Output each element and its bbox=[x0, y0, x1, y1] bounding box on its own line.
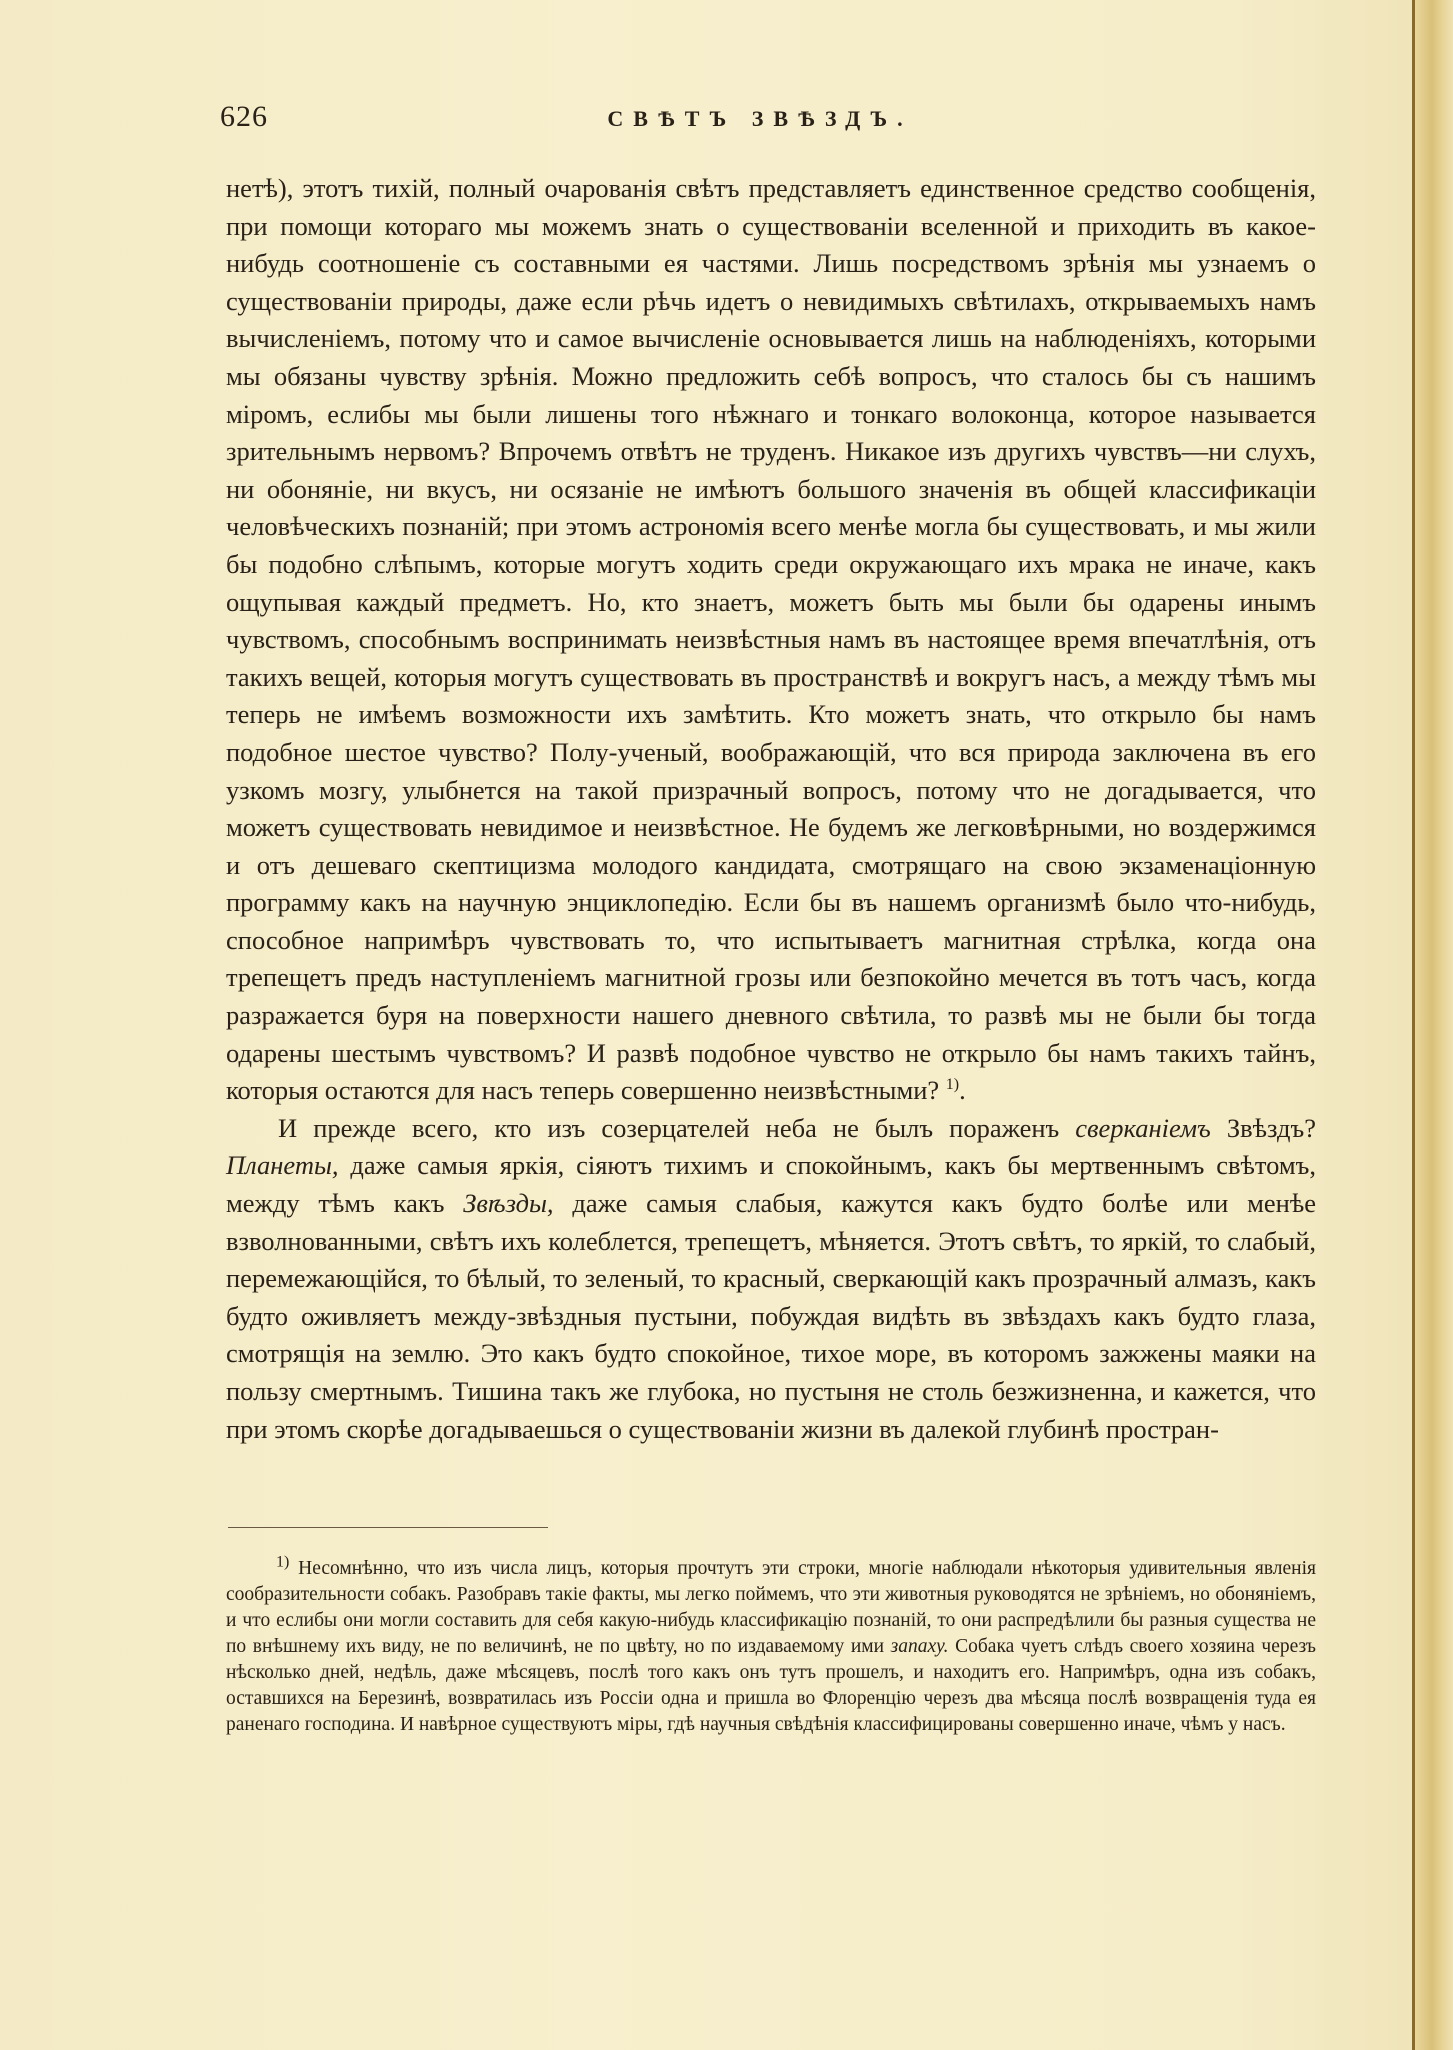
footnote bbox=[226, 1553, 1316, 1738]
emphasis-planety: Планеты, bbox=[226, 1150, 339, 1181]
page-header bbox=[220, 100, 1300, 144]
book-spine-edge bbox=[1412, 0, 1453, 2050]
page-number: 626 bbox=[220, 100, 268, 133]
footnote-divider bbox=[228, 1527, 548, 1528]
emphasis-zvezdy: Звѣзды, bbox=[463, 1188, 554, 1219]
footnote-text-b: Собака чуетъ слѣдъ своего хозяина черезъ нѣсколько дней, недѣль, даже мѣсяцевъ, послѣ того какъ онъ тутъ прошелъ, и находитъ его. Напримѣръ, одна изъ собакъ, оставшихся на Березинѣ, возвратилась изъ Россіи одна и пришла во Флоренцію черезъ два мѣсяца послѣ возвращенія туда ея раненаго господина. И навѣрное существуютъ міры, гдѣ научныя свѣдѣнія классифицированы совершенно иначе, чѣмъ у насъ. bbox=[226, 1636, 1316, 1735]
footnote-text-a: Несомнѣнно, что изъ числа лицъ, которыя прочтутъ эти строки, многіе наблюдали нѣкоторыя удивительныя явленія сообразительности собакъ. Разобравъ такіе факты, мы легко поймемъ, что эти животныя руководятся не зрѣніемъ, но обоняніемъ, и что еслибы они могли составить для себя какую-нибудь классификацію познаній, то они распредѣлили бы разныя существа не по внѣшнему ихъ виду, не по величинѣ, не по цвѣту, но по издаваемому ими bbox=[226, 1558, 1316, 1657]
running-title: СВѢТЪ ЗВѢЗДЪ. bbox=[607, 106, 913, 131]
footnote-paragraph bbox=[226, 1553, 1316, 1738]
paragraph-2-text-a: И прежде всего, кто изъ созерцателей неба не былъ пораженъ bbox=[278, 1112, 1076, 1143]
paragraph-2-text-b: Звѣздъ? bbox=[1210, 1112, 1316, 1143]
main-text bbox=[226, 170, 1316, 1448]
emphasis-zapakhu: запаху. bbox=[890, 1636, 949, 1657]
footnote-marker: 1) bbox=[276, 1553, 290, 1571]
paragraph-1-text: нетѣ), этотъ тихій, полный очарованія свѣтъ представляетъ единственное средство сообщенія, при помощи котораго мы можемъ знать о существованіи вселенной и приходить въ какое-нибудь соотношеніе съ составными ея частями. Лишь посредствомъ зрѣнія мы узнаемъ о существованіи природы, даже если рѣчь идетъ о невидимыхъ свѣтилахъ, открываемыхъ намъ вычисленіемъ, потому что и самое вычисленіе основывается лишь на наблюденіяхъ, которыми мы обязаны чувству зрѣнія. Можно предложить себѣ вопросъ, что сталось бы съ нашимъ міромъ, еслибы мы были лишены того нѣжнаго и тонкаго волоконца, которое называется зрительнымъ нервомъ? Впрочемъ отвѣтъ не труденъ. Никакое изъ другихъ чувствъ—ни слухъ, ни обоняніе, ни вкусъ, ни осязаніе не имѣютъ большого значенія въ общей классификаціи человѣческихъ познаній; при этомъ астрономія всего менѣе могла бы существовать, и мы жили бы подобно слѣпымъ, которые могутъ ходить среди окружающаго ихъ мрака не иначе, какъ ощупывая каждый предметъ. Но, кто знаетъ, можетъ быть мы были бы одарены инымъ чувствомъ, способнымъ воспринимать неизвѣстныя намъ въ настоящее время впечатлѣнія, отъ такихъ вещей, которыя могутъ существовать въ пространствѣ и вокругъ насъ, а между тѣмъ мы теперь не имѣемъ возможности ихъ замѣтить. Кто можетъ знать, что открыло бы намъ подобное шестое чувство? Полу-ученый, воображающій, что вся природа заключена въ его узкомъ мозгу, улыбнется на такой призрачный вопросъ, потому что не догадывается, что можетъ существовать невидимое и неизвѣстное. Не будемъ же легковѣрными, но воздержимся и отъ дешеваго скептицизма молодого кандидата, смотрящаго на свою экзаменаціонную программу какъ на научную энциклопедію. Если бы въ нашемъ организмѣ было что-нибудь, способное напримѣръ чувствовать то, что испытываетъ магнитная стрѣлка, когда она трепещетъ предъ наступленіемъ магнитной грозы или безпокойно мечется въ тотъ часъ, когда разражается буря на поверхности нашего дневного свѣтила, то развѣ мы не были бы тогда одарены шестымъ чувствомъ? И развѣ подобное чувство не открыло бы намъ такихъ тайнъ, которыя остаются для насъ теперь совершенно неизвѣстными? bbox=[226, 173, 1316, 1106]
paragraph-1: нетѣ), этотъ тихій, полный очарованія свѣтъ представляетъ единственное средство сообщенія, при помощи котораго мы можемъ знать о существованіи вселенной и приходить въ какое-нибудь соотношеніе съ составными ея частями. Лишь посредствомъ зрѣнія мы узнаемъ о существованіи природы, даже если рѣчь идетъ о невидимыхъ свѣтилахъ, открываемыхъ намъ вычисленіемъ, потому что и самое вычисленіе основывается лишь на наблюденіяхъ, которыми мы обязаны чувству зрѣнія. Можно предложить себѣ вопросъ, что сталось бы съ нашимъ міромъ, еслибы мы были лишены того нѣжнаго и тонкаго волоконца, которое называется зрительнымъ нервомъ? Впрочемъ отвѣтъ не труденъ. Никакое изъ другихъ чувствъ—ни слухъ, ни обоняніе, ни вкусъ, ни осязаніе не имѣютъ большого значенія въ общей классификаціи человѣческихъ познаній; при этомъ астрономія всего менѣе могла бы существовать, и мы жили бы подобно слѣпымъ, которые могутъ ходить среди окружающаго ихъ мрака не иначе, какъ ощупывая каждый предметъ. Но, кто знаетъ, можетъ быть мы были бы одарены инымъ чувствомъ, способнымъ воспринимать неизвѣстныя намъ въ настоящее время впечатлѣнія, отъ такихъ вещей, которыя могутъ существовать въ пространствѣ и вокругъ насъ, а между тѣмъ мы теперь не имѣемъ возможности ихъ замѣтить. Кто можетъ знать, что открыло бы намъ подобное шестое чувство? Полу-ученый, воображающій, что вся природа заключена въ его узкомъ мозгу, улыбнется на такой призрачный вопросъ, потому что не догадывается, что можетъ существовать невидимое и неизвѣстное. Не будемъ же легковѣрными, но воздержимся и отъ дешеваго скептицизма молодого кандидата, смотрящаго на свою экзаменаціонную программу какъ на научную энциклопедію. Если бы въ нашемъ организмѣ было что-нибудь, способное напримѣръ чувствовать то, что испытываетъ магнитная стрѣлка, когда она трепещетъ предъ наступленіемъ магнитной грозы или безпокойно мечется въ тотъ часъ, когда разражается буря на поверхности нашего дневного свѣтила, то развѣ мы не были бы тогда одарены шестымъ чувствомъ? И развѣ подобное чувство не открыло бы намъ такихъ тайнъ, которыя остаются для насъ теперь совершенно неизвѣстными? $^{1)}$. bbox=[226, 173, 1316, 1106]
paragraph-2-text-c: даже самыя яркія, сіяютъ тихимъ и спокойнымъ, какъ бы мертвеннымъ свѣтомъ, между тѣмъ какъ bbox=[226, 1150, 1316, 1219]
emphasis-sverkaniem: сверканіемъ bbox=[1075, 1112, 1211, 1143]
paragraph-2-text-d: даже самыя слабыя, кажутся какъ будто болѣе или менѣе взволнованными, свѣтъ ихъ колеблется, трепещетъ, мѣняется. Этотъ свѣтъ, то яркій, то слабый, перемежающійся, то бѣлый, то зеленый, то красный, сверкающій какъ прозрачный алмазъ, какъ будто оживляетъ между-звѣздныя пустыни, побуждая видѣть въ звѣздахъ какъ будто глаза, смотрящія на землю. Это какъ будто спокойное, тихое море, въ которомъ зажжены маяки на пользу смертнымъ. Тишина такъ же глубока, но пустыня не столь безжизненна, и кажется, что при этомъ скорѣе догадываешься о существованіи жизни въ далекой глубинѣ простран- bbox=[226, 1188, 1316, 1444]
paragraph-2 bbox=[226, 1110, 1316, 1448]
footnote-ref: 1) bbox=[945, 1076, 960, 1094]
